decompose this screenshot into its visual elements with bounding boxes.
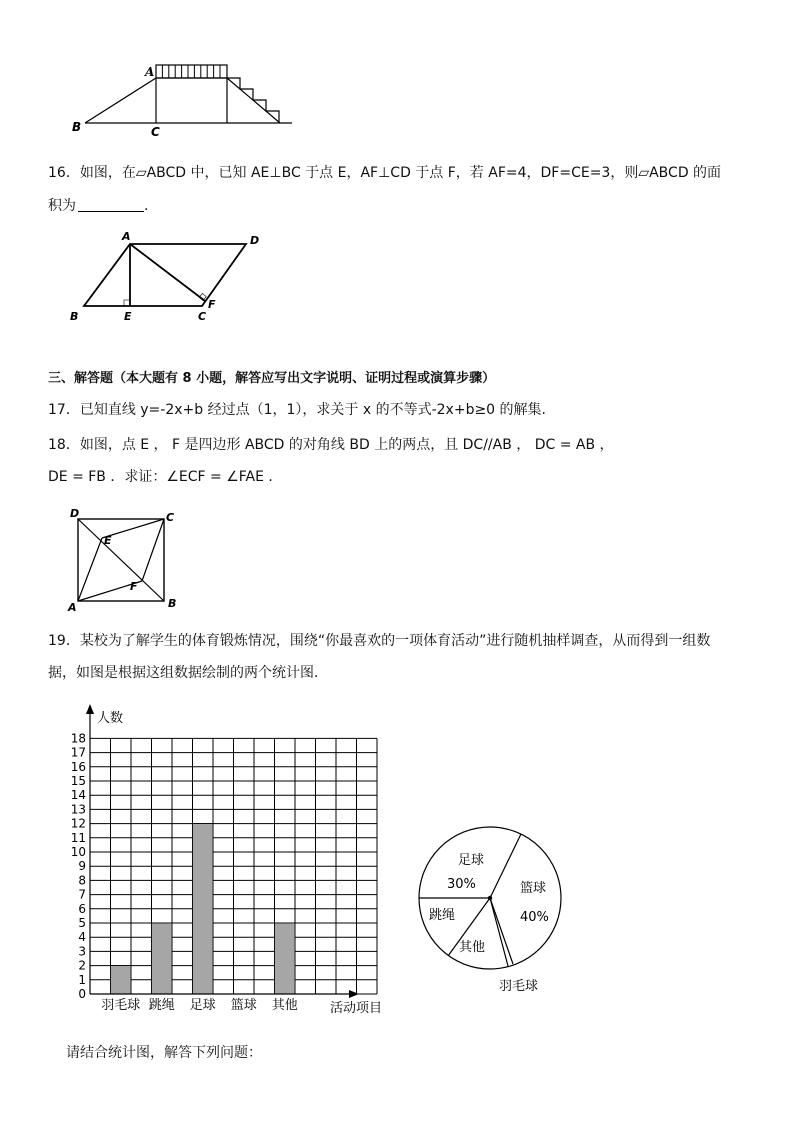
fig18-label-f: F bbox=[130, 580, 138, 593]
q16-line1: 16．如图，在▱ABCD 中，已知 AE⊥BC 于点 E，AF⊥CD 于点 F，若 AF=4，DF=CE=3，则▱ABCD 的面 bbox=[48, 165, 722, 181]
y-tick-label: 7 bbox=[78, 887, 86, 902]
y-tick-label: 10 bbox=[70, 845, 86, 859]
y-axis-arrow bbox=[86, 704, 94, 714]
bar-2 bbox=[193, 824, 214, 994]
y-tick-label: 4 bbox=[78, 930, 86, 945]
fig18-label-a: A bbox=[68, 601, 77, 614]
y-tick-label: 14 bbox=[70, 788, 86, 803]
pie-divider-top bbox=[490, 834, 521, 898]
ramp-label-c: C bbox=[151, 125, 160, 139]
fig18-label-b: B bbox=[168, 597, 177, 610]
q19-followup: 请结合统计图，解答下列问题： bbox=[66, 1045, 262, 1061]
q16-line2-text: 积为 bbox=[48, 198, 76, 214]
x-category-label: 跳绳 bbox=[148, 998, 175, 1013]
ramp-label-a: A bbox=[145, 65, 155, 79]
q18-line2: DE = FB ．求证：∠ECF = ∠FAE ． bbox=[48, 469, 283, 485]
pie-label-badminton: 羽毛球 bbox=[499, 979, 539, 994]
pie-value-basketball: 40% bbox=[520, 910, 549, 925]
ramp-figure bbox=[60, 58, 300, 143]
quadrilateral-figure bbox=[62, 503, 192, 615]
fig16-label-a: A bbox=[122, 230, 131, 243]
bar-1 bbox=[152, 923, 173, 994]
fig16-label-d: D bbox=[250, 234, 260, 247]
pie-label-basketball: 篮球 bbox=[520, 881, 547, 896]
x-category-label: 羽毛球 bbox=[101, 998, 141, 1013]
q17-text: 17．已知直线 y=-2x+b 经过点（1，1），求关于 x 的不等式-2x+b≥0 的解集. bbox=[48, 402, 546, 418]
y-tick-label: 9 bbox=[78, 859, 86, 874]
pie-chart bbox=[410, 820, 570, 1000]
pie-label-jumprope: 跳绳 bbox=[429, 908, 456, 923]
section3-title: 三、解答题（本大题有 8 小题，解答应写出文字说明、证明过程或演算步骤） bbox=[48, 371, 496, 386]
y-tick-label: 5 bbox=[78, 916, 86, 930]
y-tick-label: 3 bbox=[78, 944, 86, 959]
bar-0 bbox=[111, 966, 132, 994]
q18-line1: 18．如图，点 E ， F 是四边形 ABCD 的对角线 BD 上的两点，且 DC//AB ， DC = AB ， bbox=[48, 437, 614, 453]
fig16-label-b: B bbox=[70, 310, 79, 323]
y-tick-label: 13 bbox=[70, 802, 86, 817]
fig16-label-e: E bbox=[124, 310, 132, 323]
y-tick-label: 8 bbox=[78, 873, 86, 888]
y-tick-label: 18 bbox=[70, 731, 86, 746]
bar-chart bbox=[55, 700, 395, 1025]
q16-line2 bbox=[48, 196, 148, 216]
fig18-label-e: E bbox=[104, 534, 112, 547]
q19-line1: 19．某校为了解学生的体育锻炼情况，围绕“你最喜欢的一项体育活动”进行随机抽样调查，从而得到一组数 bbox=[48, 633, 711, 649]
bar-4 bbox=[275, 923, 296, 994]
x-axis-label: 活动项目 bbox=[330, 1001, 383, 1016]
y-tick-label: 2 bbox=[78, 958, 86, 973]
x-category-label: 足球 bbox=[189, 998, 216, 1013]
pie-divider-bottom2 bbox=[490, 898, 513, 964]
y-tick-label: 6 bbox=[78, 901, 86, 916]
x-axis-arrow bbox=[349, 990, 359, 998]
y-tick-label: 11 bbox=[70, 830, 86, 845]
parallelogram-figure bbox=[60, 228, 280, 328]
y-tick-label: 1 bbox=[78, 972, 86, 987]
pie-label-football: 足球 bbox=[458, 853, 485, 868]
fig16-label-c: C bbox=[198, 310, 207, 323]
y-tick-label: 16 bbox=[70, 759, 86, 774]
fig18-label-c: C bbox=[166, 511, 175, 524]
pie-divider-bottom1 bbox=[490, 898, 508, 966]
q16-answer-blank bbox=[78, 197, 144, 212]
fig18-label-d: D bbox=[70, 507, 80, 520]
x-category-label: 篮球 bbox=[230, 998, 257, 1013]
y-tick-label: 0 bbox=[78, 987, 86, 1001]
y-tick-label: 17 bbox=[70, 745, 86, 760]
fig16-label-f: F bbox=[208, 298, 216, 311]
q19-line2: 据，如图是根据这组数据绘制的两个统计图． bbox=[48, 665, 328, 681]
ramp-label-b: B bbox=[72, 120, 82, 134]
pie-label-other: 其他 bbox=[459, 940, 486, 955]
q16-blank-end: . bbox=[144, 198, 149, 214]
y-tick-label: 15 bbox=[70, 774, 86, 788]
pie-value-football: 30% bbox=[447, 877, 476, 892]
y-axis-label: 人数 bbox=[97, 711, 124, 726]
y-tick-label: 12 bbox=[70, 816, 86, 831]
x-category-label: 其他 bbox=[271, 998, 298, 1013]
pie-center bbox=[488, 896, 492, 900]
